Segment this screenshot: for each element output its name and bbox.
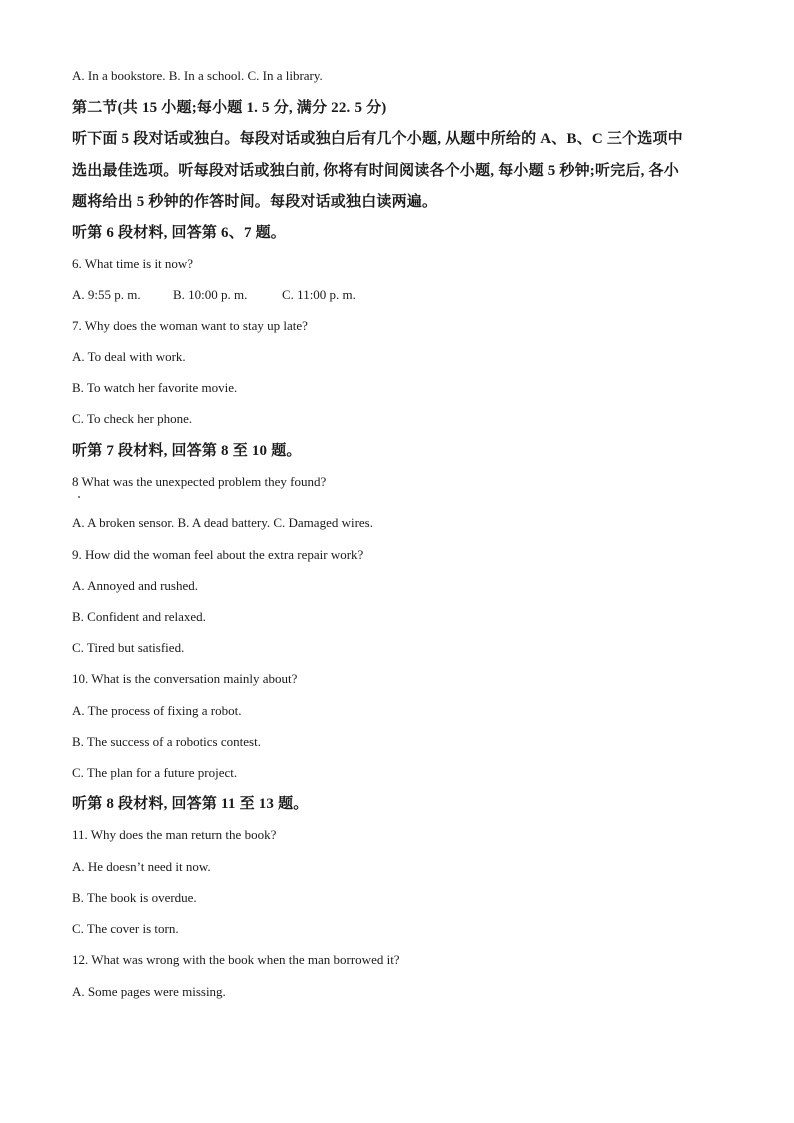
instructions-line-1: 听下面 5 段对话或独白。每段对话或独白后有几个小题, 从题中所给的 A、B、C 三个选项中: [72, 131, 683, 147]
q10-option-a: A. The process of fixing a robot.: [72, 703, 242, 718]
q5-options: A. In a bookstore. B. In a school. C. In a library.: [72, 68, 323, 83]
material-7-heading: 听第 7 段材料, 回答第 8 至 10 题。: [72, 443, 302, 459]
q9-option-b: B. Confident and relaxed.: [72, 609, 206, 624]
q8-options: A. A broken sensor. B. A dead battery. C. Damaged wires.: [72, 515, 373, 530]
q6-option-a: A. 9:55 p. m.: [72, 287, 141, 302]
question-9: 9. How did the woman feel about the extra repair work?: [72, 547, 364, 562]
question-12: 12. What was wrong with the book when the man borrowed it?: [72, 952, 400, 967]
q7-option-c: C. To check her phone.: [72, 411, 193, 426]
instructions-line-3: 题将给出 5 秒钟的作答时间。每段对话或独白读两遍。: [72, 194, 438, 210]
question-6-options: [72, 287, 356, 303]
section-heading: 第二节(共 15 小题;每小题 1. 5 分, 满分 22. 5 分): [72, 100, 387, 116]
question-7: 7. Why does the woman want to stay up late?: [72, 318, 308, 333]
question-8: 8 What was the unexpected problem they found?: [72, 474, 327, 489]
q6-option-b: B. 10:00 p. m.: [173, 287, 248, 302]
question-6: 6. What time is it now?: [72, 256, 194, 271]
material-8-heading: 听第 8 段材料, 回答第 11 至 13 题。: [72, 796, 309, 812]
q12-option-a: A. Some pages were missing.: [72, 984, 226, 999]
question-10: 10. What is the conversation mainly about?: [72, 671, 298, 686]
q11-option-b: B. The book is overdue.: [72, 890, 197, 905]
q9-option-c: C. Tired but satisfied.: [72, 640, 185, 655]
q7-option-a: A. To deal with work.: [72, 349, 186, 364]
q11-option-a: A. He doesn’t need it now.: [72, 859, 211, 874]
q10-option-c: C. The plan for a future project.: [72, 765, 238, 780]
instructions-line-2: 选出最佳选项。听每段对话或独白前, 你将有时间阅读各个小题, 每小题 5 秒钟;听完后, 各小: [72, 163, 679, 179]
q9-option-a: A. Annoyed and rushed.: [72, 578, 199, 593]
q6-option-c: C. 11:00 p. m.: [282, 287, 356, 302]
material-6-heading: 听第 6 段材料, 回答第 6、7 题。: [72, 225, 287, 241]
q10-option-b: B. The success of a robotics contest.: [72, 734, 261, 749]
q7-option-b: B. To watch her favorite movie.: [72, 380, 238, 395]
q11-option-c: C. The cover is torn.: [72, 921, 179, 936]
question-11: 11. Why does the man return the book?: [72, 827, 277, 842]
stray-dot: [78, 496, 80, 498]
